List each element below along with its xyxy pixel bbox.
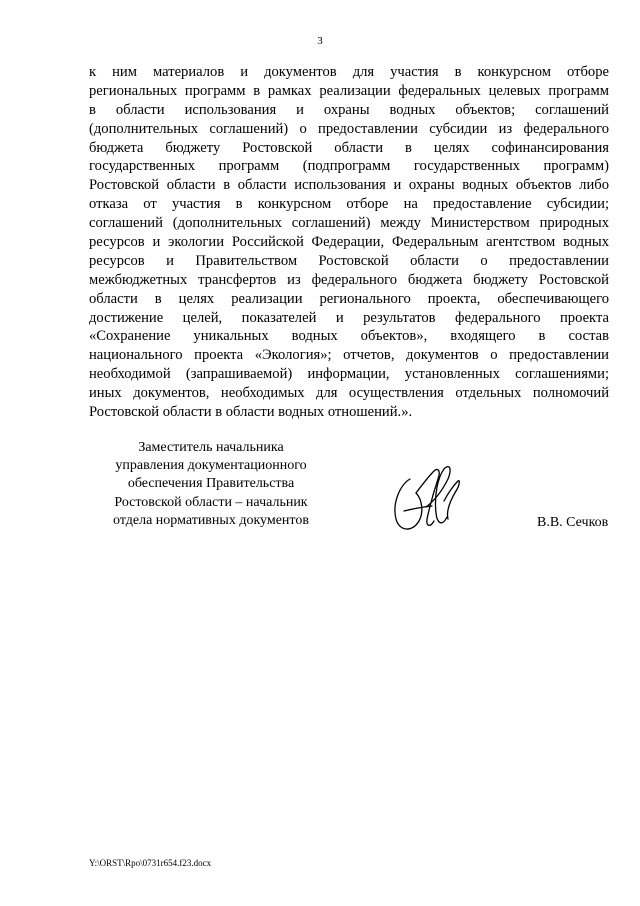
signer-name: В.В. Сечков: [537, 515, 609, 530]
body-line: к ним материалов и документов для участия в конкурсном отборе: [89, 64, 609, 80]
body-line: региональных программ в рамках реализации федеральных целевых программ: [89, 82, 609, 99]
signer-title-line: Ростовской области – начальник: [114, 494, 308, 510]
body-line: отказа от участия в конкурсном отборе на предоставление субсидии;: [89, 196, 609, 213]
body-line: Ростовской области в области использования и охраны водных объектов либо: [89, 177, 609, 194]
body-line: в области использования и охраны водных объектов; соглашений: [89, 101, 609, 118]
body-line: национального проекта «Экология»; отчетов, документов о предоставлении: [89, 347, 609, 364]
signer-title-line: обеспечения Правительства: [127, 476, 295, 492]
signer-title-line: Заместитель начальника: [138, 440, 284, 455]
body-line: Ростовской области в области водных отношений.».: [89, 404, 413, 421]
signer-position-title: [96, 439, 326, 530]
body-line: «Сохранение уникальных водных объектов», входящего в состав: [89, 328, 609, 345]
body-line: достижение целей, показателей и результатов федерального проекта: [89, 309, 609, 326]
handwritten-signature: [386, 455, 466, 545]
body-line: иных документов, необходимых для осуществления отдельных полномочий: [89, 385, 609, 402]
signer-title-line: управления документационного: [115, 458, 307, 474]
body-line: области в целях реализации регионального проекта, обеспечивающего: [89, 290, 609, 307]
body-line: необходимой (запрашиваемой) информации, установленных соглашениями;: [89, 366, 609, 383]
body-paragraph: [89, 63, 609, 422]
body-line: ресурсов и экологии Российской Федерации, Федеральным агентством водных: [89, 234, 609, 251]
body-line: бюджета бюджету Ростовской области в целях софинансирования: [89, 139, 609, 156]
body-line: ресурсов и Правительством Ростовской области о предоставлении: [89, 252, 609, 269]
signer-title-line: отдела нормативных документов: [113, 512, 309, 528]
file-path-footer: Y:\ORST\Rpo\0731r654.f23.docx: [89, 858, 212, 868]
body-line: соглашений (дополнительных соглашений) между Министерством природных: [89, 215, 609, 232]
page-number: 3: [317, 35, 323, 47]
body-line: государственных программ (подпрограмм государственных программ): [89, 158, 609, 175]
body-line: (дополнительных соглашений) о предоставлении субсидии из федерального: [89, 120, 609, 137]
body-line: межбюджетных трансфертов из федерального бюджета бюджету Ростовской: [89, 271, 609, 288]
